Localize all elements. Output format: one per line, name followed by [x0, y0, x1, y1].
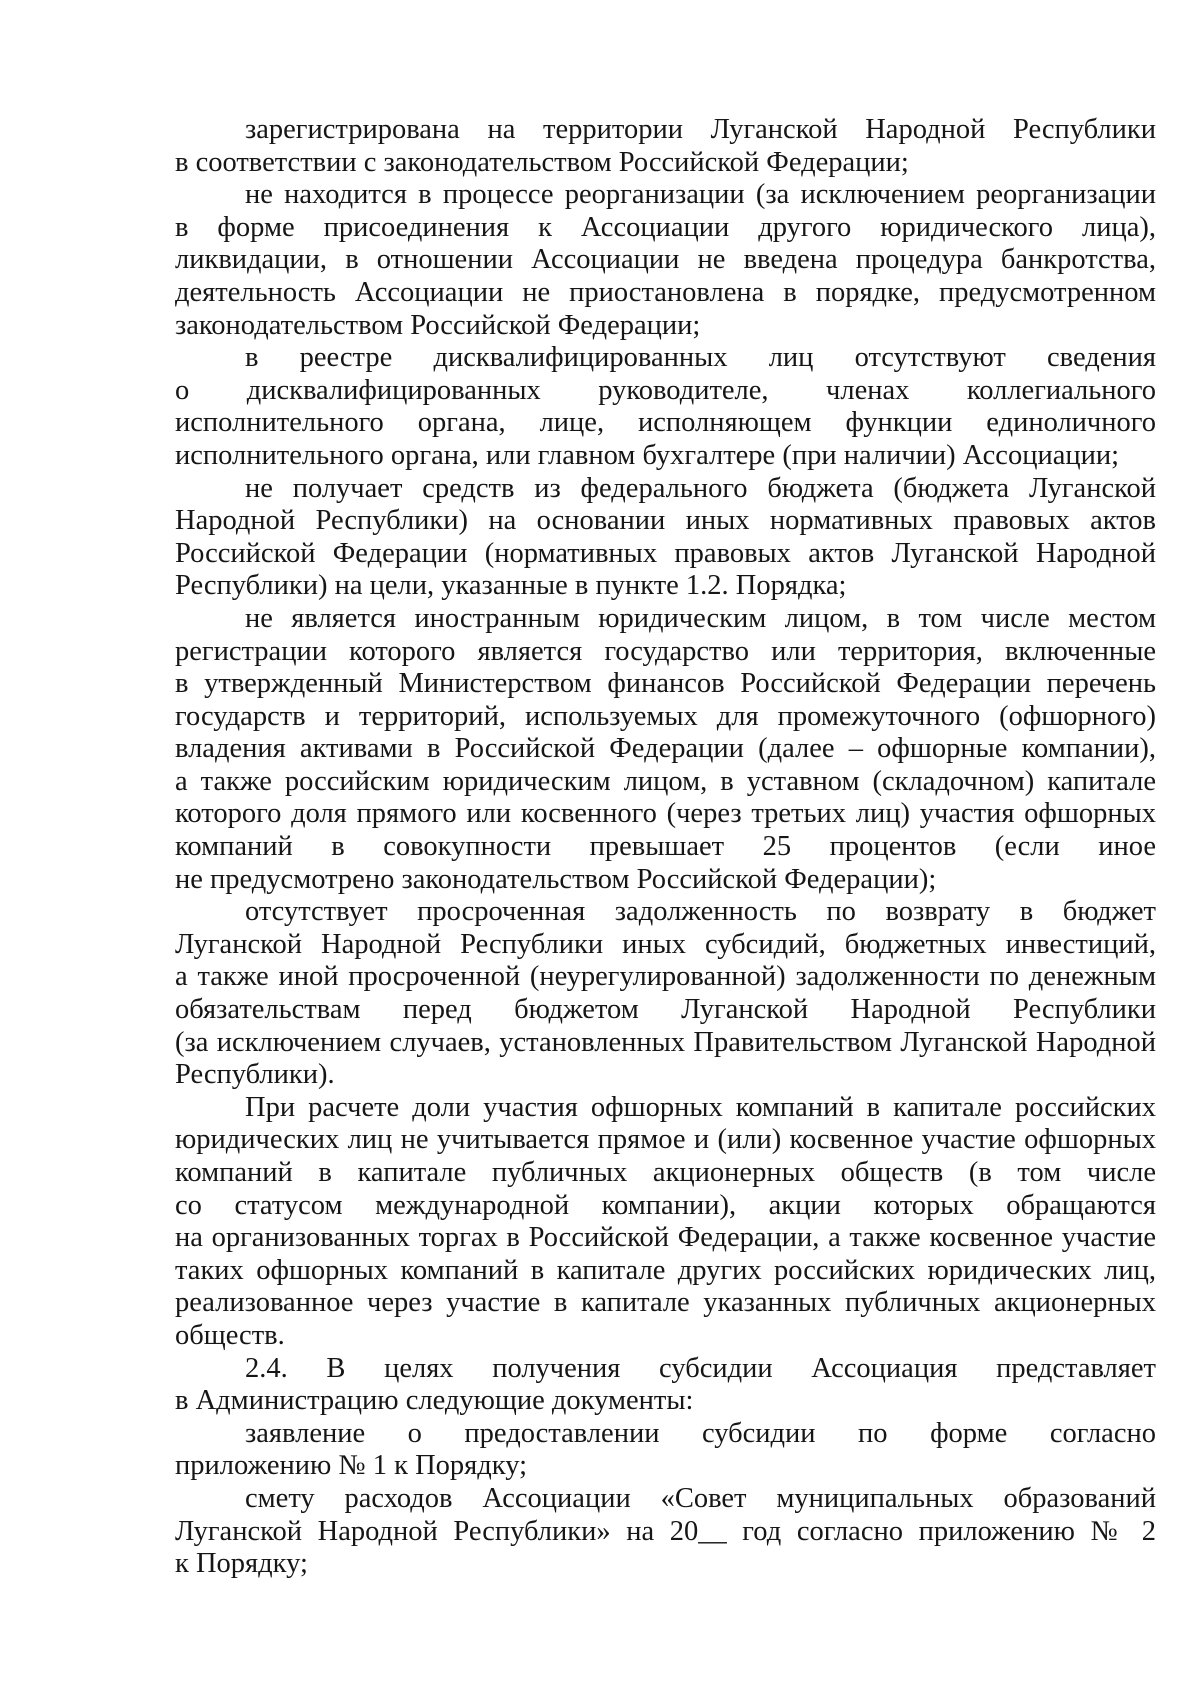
document-text-line: Республики) на цели, указанные в пункте 1.2. Порядка;: [175, 570, 847, 602]
document-text-line: юридических лиц не учитывается прямое и (или) косвенное участие офшорных: [175, 1124, 1156, 1156]
document-text-line: государств и территорий, используемых для промежуточного (офшорного): [175, 700, 1156, 732]
document-text-line: в реестре дисквалифицированных лиц отсутствуют сведения: [245, 342, 1156, 374]
document-text-line: ликвидации, в отношении Ассоциации не введена процедура банкротства,: [175, 244, 1156, 276]
document-text-line: не получает средств из федерального бюджета (бюджета Луганской: [245, 472, 1156, 504]
document-text-line: Российской Федерации (нормативных правовых актов Луганской Народной: [175, 537, 1156, 569]
document-text-line: компаний в совокупности превышает 25 процентов (если иное: [175, 831, 1156, 863]
document-text-line: в форме присоединения к Ассоциации другого юридического лица),: [175, 211, 1156, 243]
document-text-line: законодательством Российской Федерации;: [175, 309, 701, 341]
document-text-line: со статусом международной компании), акции которых обращаются: [175, 1189, 1156, 1221]
document-text-line: в Администрацию следующие документы:: [175, 1385, 694, 1417]
document-text-line: исполнительного органа, или главном бухгалтере (при наличии) Ассоциации;: [175, 439, 1120, 471]
document-text-line: (за исключением случаев, установленных Правительством Луганской Народной: [175, 1026, 1156, 1058]
document-text-line: реализованное через участие в капитале указанных публичных акционерных: [175, 1287, 1156, 1319]
document-text-line: а также российским юридическим лицом, в уставном (складочном) капитале: [175, 765, 1156, 797]
document-text-line: компаний в капитале публичных акционерных обществ (в том числе: [175, 1157, 1156, 1188]
document-text-line: регистрации которого является государство или территория, включенные: [175, 635, 1156, 667]
document-text-line: приложению № 1 к Порядку;: [175, 1450, 527, 1482]
document-text-line: Республики).: [175, 1059, 335, 1091]
document-text-line: исполнительного органа, лице, исполняющем функции единоличного: [175, 407, 1156, 439]
document-text-line: к Порядку;: [175, 1548, 308, 1580]
document-text-line: о дисквалифицированных руководителе, членах коллегиального: [175, 374, 1156, 406]
document-text-line: заявление о предоставлении субсидии по форме согласно: [245, 1417, 1156, 1449]
document-text-line: таких офшорных компаний в капитале других российских юридических лиц,: [175, 1254, 1156, 1286]
document-text-line: 2.4. В целях получения субсидии Ассоциация представляет: [245, 1352, 1156, 1384]
document-text-line: не является иностранным юридическим лицом, в том числе местом: [245, 602, 1156, 634]
document-text-line: владения активами в Российской Федерации (далее – офшорные компании),: [175, 733, 1156, 765]
document-text-line: которого доля прямого или косвенного (через третьих лиц) участия офшорных: [175, 798, 1156, 830]
document-text-line: Луганской Народной Республики иных субсидий, бюджетных инвестиций,: [175, 928, 1156, 960]
document-text-line: не предусмотрено законодательством Российской Федерации);: [175, 863, 937, 895]
document-text-line: При расчете доли участия офшорных компаний в капитале российских: [245, 1091, 1156, 1123]
document-text-line: Народной Республики) на основании иных нормативных правовых актов: [175, 505, 1156, 537]
document-text-line: смету расходов Ассоциации «Совет муниципальных образований: [245, 1482, 1156, 1514]
document-body-text: [175, 114, 1156, 1581]
document-text-line: зарегистрирована на территории Луганской Народной Республики: [245, 114, 1156, 145]
document-text-line: в утвержденный Министерством финансов Российской Федерации перечень: [175, 668, 1156, 700]
document-text-line: деятельность Ассоциации не приостановлена в порядке, предусмотренном: [175, 276, 1156, 308]
document-text-line: не находится в процессе реорганизации (за исключением реорганизации: [245, 179, 1156, 211]
document-text-line: Луганской Народной Республики» на 20__ год согласно приложению № 2: [175, 1515, 1156, 1547]
document-text-line: отсутствует просроченная задолженность по возврату в бюджет: [245, 896, 1156, 928]
document-text-line: в соответствии с законодательством Российской Федерации;: [175, 146, 909, 178]
document-text-line: а также иной просроченной (неурегулированной) задолженности по денежным: [175, 961, 1156, 993]
document-text-line: обязательствам перед бюджетом Луганской Народной Республики: [175, 994, 1156, 1026]
document-text-line: на организованных торгах в Российской Федерации, а также косвенное участие: [175, 1222, 1156, 1254]
document-text-line: обществ.: [175, 1319, 285, 1351]
